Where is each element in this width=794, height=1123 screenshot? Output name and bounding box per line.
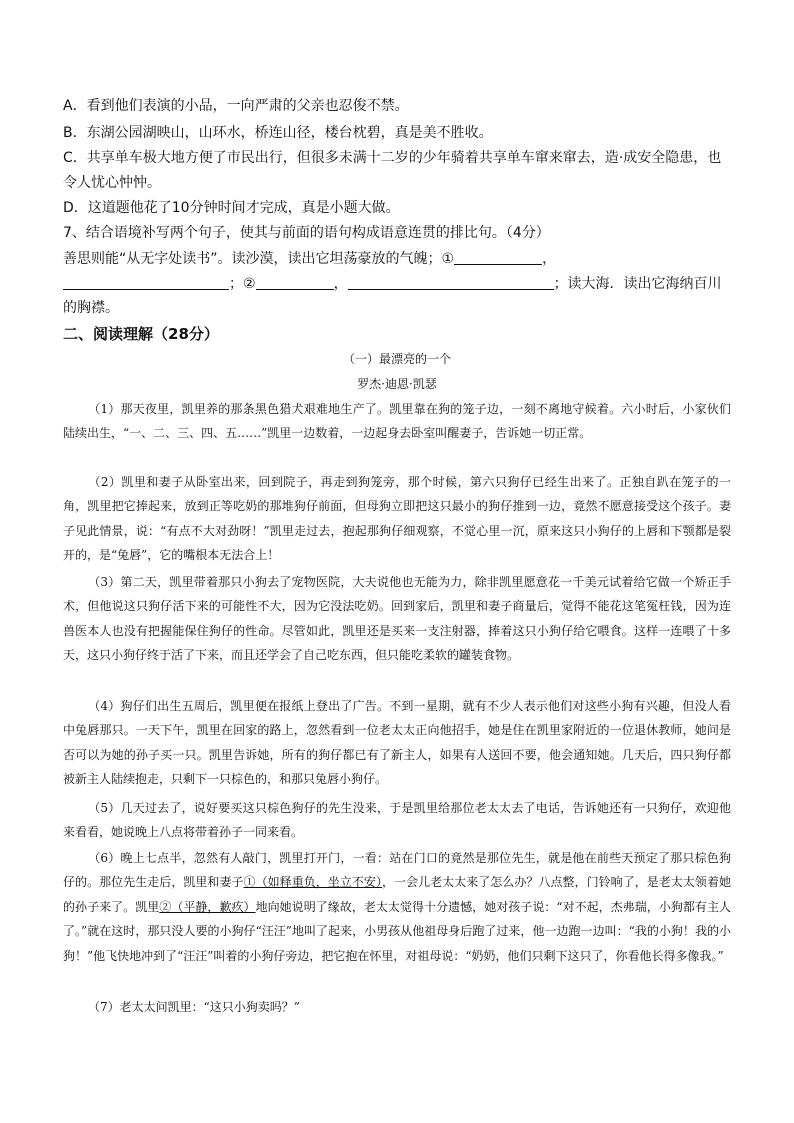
option-a: A．看到他们表演的小品，一向严肃的父亲也忍俊不禁。 [63,98,409,114]
q7-line1-text: 善思则能“从无字处读书”。读沙漠，读出它坦荡豪放的气魄；① [63,251,455,267]
paragraph-6-text-c: 地向她说明了缘故，老太太觉得十分遗憾，她对孩子说：“对不起，杰弗瑞，小狗都有主人了。”就在这时，那只没人要的小狗仔“汪汪”地叫了起来，小男孩从他祖母身后跑了过来，他一边跑一边叫：“我的小狗！我的小狗！”他飞快地冲到了“汪汪”叫着的小狗仔旁边，把它抱在怀里，对祖母说：“奶奶，他们只剩下这只了，你看他长得多像我。” [63,899,731,963]
option-b: B．东湖公园湖映山，山环水，桥连山径，楼台枕碧，真是美不胜收。 [63,125,493,141]
q7-line1-end: ， [542,251,557,267]
paragraph-5-text: （5）几天过去了，说好要买这只棕色狗仔的先生没来，于是凯里给那位老太太去了电话，告诉她还有一只狗仔，欢迎他来看看，她说晚上八点将带着孙子一同来看。 [63,801,731,840]
question-7-line2 [63,274,722,293]
article-author: 罗杰·迪恩·凯瑟 [357,377,437,391]
paragraph-1-text: （1）那天夜里，凯里养的那条黑色猎犬艰难地生产了。凯里靠在狗的笼子边，一刻不离地守候着。六小时后，小家伙们陆续出生，“一、二、三、四、五……”凯里一边数着，一边起身去卧室叫醒妻子，告诉她一切正常。 [63,402,731,441]
paragraph-4-text: （4）狗仔们出生五周后，凯里便在报纸上登出了广告。不到一星期，就有不少人表示他们对这些小狗有兴趣，但没人看中兔唇那只。一天下午，凯里在回家的路上，忽然看到一位老太太正向他招手，她是住在凯里家附近的一位退休教师，她问是否可以为她的孙子买一只。凯里告诉她，所有的狗仔都已有了新主人，如果有人送回不要，他会通知她。几天后，四只狗仔都被新主人陆续抱走，只剩下一只棕色的，和那只兔唇小狗仔。 [63,699,731,787]
paragraph-7-text: （7）老太太问凯里：“这只小狗卖吗？” [88,1000,300,1014]
paragraph-6-text-b: ，一会儿老太太来了怎么办？八点整，门铃响了，是老太太领着她的孙子来了。凯里 [63,875,731,914]
article-title: （一）最漂亮的一个 [342,352,451,366]
paragraph-6-text-a: （6）晚上七点半，忽然有人敲门，凯里打开门，一看：站在门口的竟然是那位先生，就是他在前些天预定了那只棕色狗仔的。那位先生走后，凯里和妻子 [63,851,731,890]
question-7-line1 [63,249,556,268]
option-d: D．这道题他花了10分钟时间才完成，真是小题大做。 [63,200,400,216]
question-7-line3: 的胸襟。 [63,300,119,316]
answer-blank-2b[interactable] [348,274,554,290]
option-c-line1: C．共享单车极大地方便了市民出行，但很多未满十二岁的少年骑着共享单车窜来窜去，造·成安全隐患，也 [63,150,722,166]
q7-line2-comma: ， [333,276,348,292]
word-choice-1: ①（如释重负，坐立不安） [243,875,382,890]
answer-blank-2a[interactable] [256,274,334,290]
paragraph-2-text: （2）凯里和妻子从卧室出来，回到院子，再走到狗笼旁，那个时候，第六只狗仔已经生出来了。正独自趴在笼子的一角，凯里把它捧起来，放到正等吃奶的那堆狗仔前面，但母狗立即把这只最小的狗仔推到一边，竟然不愿意接受这个孩子。妻子见此情景，说：“有点不大对劲呀！”凯里走过去，抱起那狗仔细观察，不觉心里一沉，原来这只小狗仔的上唇和下颚都是裂开的，是“兔唇”，它的嘴根本无法合上！ [63,475,731,563]
option-c-line2: 令人忧心忡忡。 [63,175,161,191]
paragraph-4 [63,694,731,792]
question-7: 7、结合语境补写两个句子，使其与前面的语句构成语意连贯的排比句。（4分） [63,225,550,241]
section-title: 二、阅读理解（28分） [63,325,219,343]
paragraph-2 [63,470,731,568]
paragraph-5 [63,796,731,845]
answer-blank-1b[interactable] [63,274,229,290]
word-choice-2: ②（平静，歉疚） [159,899,256,914]
paragraph-6 [63,846,731,968]
paragraph-3-text: （3）第二天，凯里带着那只小狗去了宠物医院，大夫说他也无能为力，除非凯里愿意花一千美元试着给它做一个矫正手术，但他说这只狗仔活下来的可能性不大，因为它没法吃奶。回到家后，凯里和妻子商量后，觉得不能花这笔冤枉钱，因为连兽医本人也没有把握能保住狗仔的性命。尽管如此，凯里还是买来一支注射器，捧着这只小狗仔给它喂食。这样一连喂了十多天，这只小狗仔终于活了下来，而且还学会了自己吃东西，但只能吃柔软的罐装食物。 [63,575,731,663]
paragraph-1 [63,397,731,446]
paragraph-7 [63,995,731,1019]
q7-line2-semi: ；② [229,276,256,292]
q7-line2-end: ；读大海．读出它海纳百川 [553,276,722,292]
answer-blank-1a[interactable] [454,249,542,265]
paragraph-3 [63,570,731,668]
